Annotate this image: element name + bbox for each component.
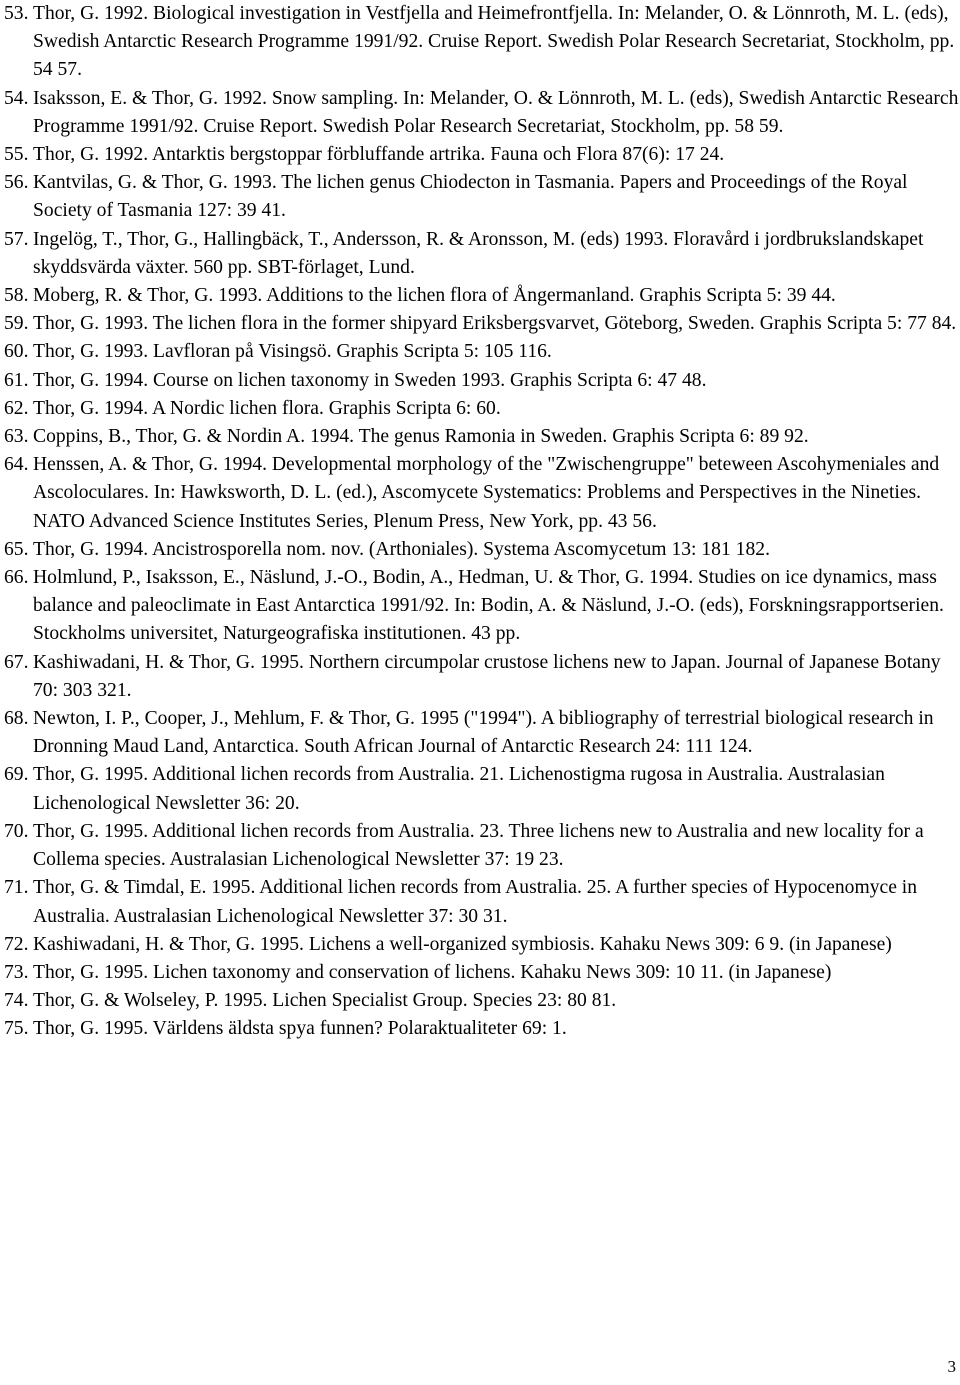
reference-item [4, 649, 960, 705]
reference-number: 56. [4, 172, 29, 194]
reference-number: 71. [4, 877, 29, 899]
reference-item [4, 874, 960, 930]
reference-number: 57. [4, 228, 29, 250]
reference-list [4, 0, 960, 1044]
reference-text: Kashiwadani, H. & Thor, G. 1995. Lichens a well-organized symbiosis. Kahaku News 309: 6 9. (in Japanese) [33, 933, 892, 955]
reference-number: 53. [4, 3, 29, 24]
reference-text: Thor, G. 1995. Additional lichen records from Australia. 23. Three lichens new to Australia and new locality for a Collema species. Australasian Lichenological Newsletter 37: 19 23. [33, 820, 924, 871]
reference-number: 69. [4, 764, 29, 786]
reference-text: Ingelög, T., Thor, G., Hallingbäck, T., Andersson, R. & Aronsson, M. (eds) 1993. Floravård i jordbrukslandskapet skyddsvärda växter. 560 pp. SBT-förlaget, Lund. [33, 228, 924, 278]
reference-number: 73. [4, 961, 29, 983]
reference-number: 58. [4, 285, 29, 307]
reference-item [4, 141, 960, 169]
reference-item [4, 931, 960, 959]
reference-text: Thor, G. 1994. Course on lichen taxonomy in Sweden 1993. Graphis Scripta 6: 47 48. [33, 369, 707, 391]
reference-text: Kashiwadani, H. & Thor, G. 1995. Northern circumpolar crustose lichens new to Japan. Journal of Japanese Botany 70: 303 321. [33, 651, 941, 701]
reference-text: Henssen, A. & Thor, G. 1994. Developmental morphology of the "Zwischengruppe" beteween Ascohymeniales and Ascoloculares. In: Hawksworth, D. L. (ed.), Ascomycete Systematics: Problems and Perspectives in the Nineties. NATO Advanced Science Institutes Series, Plenum Press, New York, pp. 43 56. [33, 454, 940, 532]
reference-item [4, 705, 960, 761]
reference-number: 62. [4, 397, 29, 419]
reference-text: Thor, G. 1992. Antarktis bergstoppar förbluffande artrika. Fauna och Flora 87(6): 17 24. [33, 144, 725, 166]
reference-text: Coppins, B., Thor, G. & Nordin A. 1994. The genus Ramonia in Sweden. Graphis Scripta 6: 89 92. [33, 426, 809, 448]
reference-item [4, 423, 960, 451]
reference-item [4, 536, 960, 564]
reference-item [4, 226, 960, 282]
reference-text: Kantvilas, G. & Thor, G. 1993. The lichen genus Chiodecton in Tasmania. Papers and Proceedings of the Royal Society of Tasmania 127: 39 41. [33, 172, 908, 222]
reference-number: 66. [4, 567, 29, 589]
reference-item [4, 169, 960, 225]
reference-number: 61. [4, 369, 29, 391]
reference-number: 55. [4, 144, 29, 166]
reference-text: Moberg, R. & Thor, G. 1993. Additions to the lichen flora of Ångermanland. Graphis Scripta 5: 39 44. [33, 285, 836, 307]
reference-number: 54. [4, 87, 29, 109]
reference-text: Newton, I. P., Cooper, J., Mehlum, F. & Thor, G. 1995 ("1994"). A bibliography of terrestrial biological research in Dronning Maud Land, Antarctica. South African Journal of Antarctic Research 24: 111 124. [33, 708, 934, 758]
reference-number: 65. [4, 538, 29, 560]
reference-text: Thor, G. 1995. Lichen taxonomy and conservation of lichens. Kahaku News 309: 10 11. (in Japanese) [33, 961, 832, 983]
reference-text: Thor, G. 1993. Lavfloran på Visingsö. Graphis Scripta 5: 105 116. [33, 341, 552, 363]
reference-number: 72. [4, 933, 29, 955]
reference-text: Thor, G. & Wolseley, P. 1995. Lichen Specialist Group. Species 23: 80 81. [33, 990, 617, 1012]
reference-item [4, 959, 960, 987]
reference-number: 70. [4, 820, 29, 842]
reference-number: 75. [4, 1018, 29, 1040]
reference-text: Thor, G. 1993. The lichen flora in the former shipyard Eriksbergsvarvet, Göteborg, Sweden. Graphis Scripta 5: 77 84. [33, 313, 957, 335]
reference-item [4, 451, 960, 536]
reference-text: Isaksson, E. & Thor, G. 1992. Snow sampling. In: Melander, O. & Lönnroth, M. L. (eds), Swedish Antarctic Research Programme 1991/92. Cruise Report. Swedish Polar Research Secretariat, Stockholm, pp. 58 59. [33, 87, 959, 137]
reference-item [4, 395, 960, 423]
reference-number: 64. [4, 454, 29, 476]
reference-item [4, 564, 960, 649]
reference-item [4, 367, 960, 395]
reference-text: Thor, G. & Timdal, E. 1995. Additional lichen records from Australia. 25. A further species of Hypocenomyce in Australia. Australasian Lichenological Newsletter 37: 30 31. [33, 877, 918, 927]
reference-item [4, 85, 960, 141]
reference-number: 67. [4, 651, 29, 673]
reference-text: Thor, G. 1995. Additional lichen records from Australia. 21. Lichenostigma rugosa in Australia. Australasian Lichenological Newsletter 36: 20. [33, 764, 885, 814]
reference-item [4, 1015, 960, 1043]
reference-item [4, 987, 960, 1015]
reference-text: Thor, G. 1995. Världens äldsta spya funnen? Polaraktualiteter 69: 1. [33, 1018, 567, 1040]
reference-number: 63. [4, 426, 29, 448]
reference-number: 60. [4, 341, 29, 363]
reference-item [4, 282, 960, 310]
reference-item [4, 338, 960, 366]
reference-item [4, 818, 960, 874]
reference-item [4, 0, 960, 85]
reference-item [4, 761, 960, 817]
reference-text: Thor, G. 1992. Biological investigation in Vestfjella and Heimefrontfjella. In: Melander, O. & Lönnroth, M. L. (eds), Swedish Antarctic Research Programme 1991/92. Cruise Report. Swedish Polar Research Secretariat, Stockholm, pp. 54 57. [33, 3, 955, 81]
reference-text: Holmlund, P., Isaksson, E., Näslund, J.-O., Bodin, A., Hedman, U. & Thor, G. 1994. Studies on ice dynamics, mass balance and paleoclimate in East Antarctica 1991/92. In: Bodin, A. & Näslund, J.-O. (eds), Forskningsrapportserien. Stockholms universitet, Naturgeografiska institutionen. 43 pp. [33, 567, 944, 645]
page-number: 3 [947, 1357, 956, 1376]
reference-number: 59. [4, 313, 29, 335]
reference-number: 74. [4, 990, 29, 1012]
reference-item [4, 310, 960, 338]
reference-number: 68. [4, 708, 29, 730]
reference-text: Thor, G. 1994. Ancistrosporella nom. nov. (Arthoniales). Systema Ascomycetum 13: 181 182. [33, 538, 770, 560]
reference-text: Thor, G. 1994. A Nordic lichen flora. Graphis Scripta 6: 60. [33, 397, 501, 419]
document-page [4, 0, 960, 1044]
